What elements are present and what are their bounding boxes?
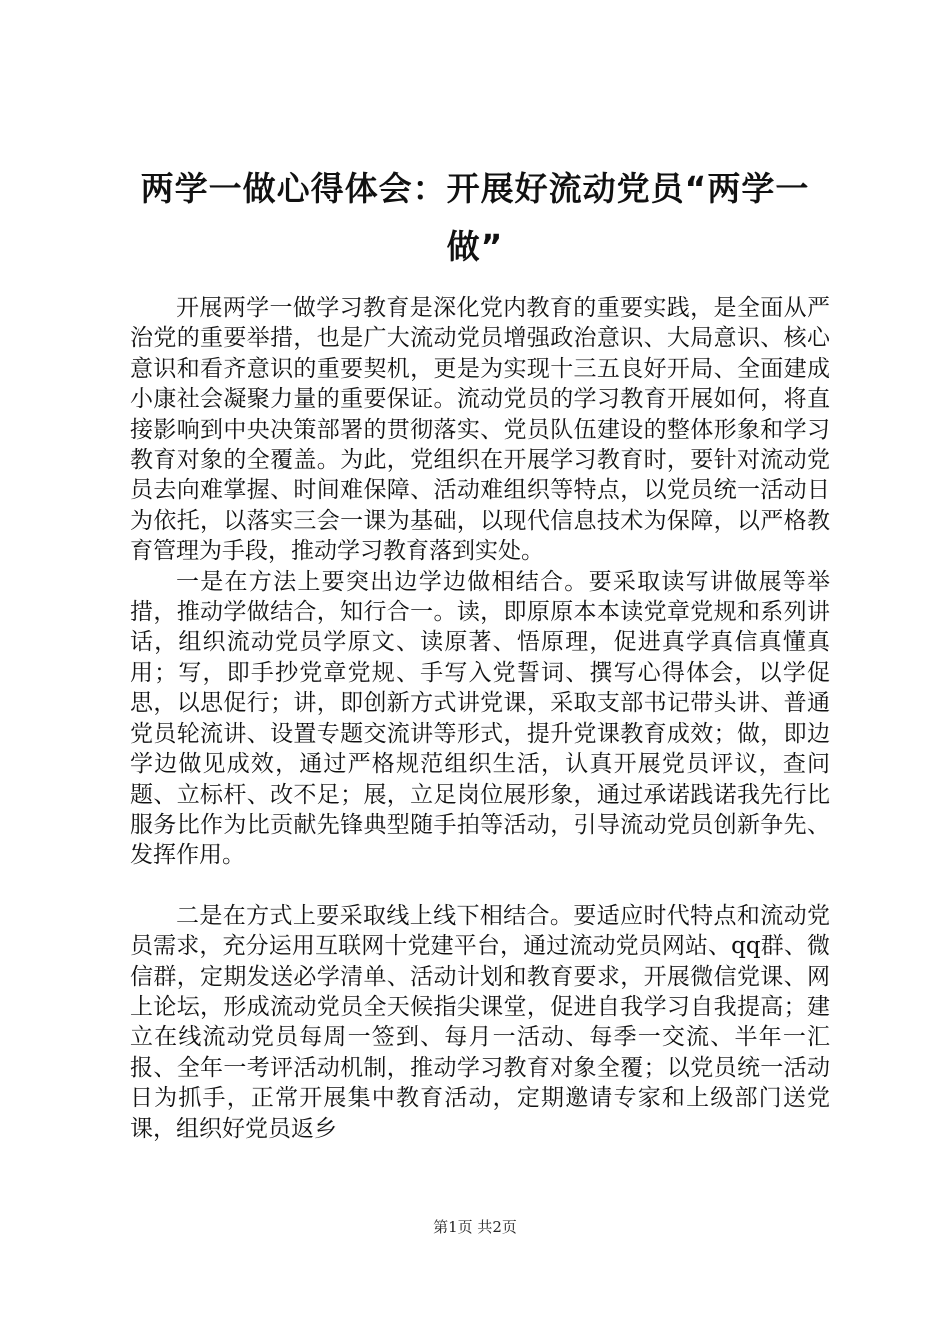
page-number: 第1页 共2页 [433, 1218, 517, 1236]
paragraph-mode: 二是在方式上要采取线上线下相结合。要适应时代特点和流动党员需求，充分运用互联网十党建平台，通过流动党员网站、qq群、微信群，定期发送必学清单、活动计划和教育要求，开展微信党课、网上论坛，形成流动党员全天候指尖课堂，促进自我学习自我提高；建立在线流动党员每周一签到、每月一活动、每季一交流、半年一汇报、全年一考评活动机制，推动学习教育对象全覆；以党员统一活动日为抓手，正常开展集中教育活动，定期邀请专家和上级部门送党课，组织好党员返乡 [130, 902, 830, 1142]
document-title: 两学一做心得体会：开展好流动党员“两学一做” [140, 169, 810, 266]
paragraph-intro: 开展两学一做学习教育是深化党内教育的重要实践，是全面从严治党的重要举措，也是广大流动党员增强政治意识、大局意识、核心意识和看齐意识的重要契机，更是为实现十三五良好开局、全面建成小康社会凝聚力量的重要保证。流动党员的学习教育开展如何，将直接影响到中央决策部署的贯彻落实、党员队伍建设的整体形象和学习教育对象的全覆盖。为此，党组织在开展学习教育时，要针对流动党员去向难掌握、时间难保障、活动难组织等特点，以党员统一活动日为依托，以落实三会一课为基础，以现代信息技术为保障，以严格教育管理为手段，推动学习教育落到实处。 [130, 295, 830, 565]
paragraph-method: 一是在方法上要突出边学边做相结合。要采取读写讲做展等举措，推动学做结合，知行合一。读，即原原本本读党章党规和系列讲话，组织流动党员学原文、读原著、悟原理，促进真学真信真懂真用；写，即手抄党章党规、手写入党誓词、撰写心得体会，以学促思，以思促行；讲，即创新方式讲党课，采取支部书记带头讲、普通党员轮流讲、设置专题交流讲等形式，提升党课教育成效；做，即边学边做见成效，通过严格规范组织生活，认真开展党员评议，查问题、立标杆、改不足；展，立足岗位展形象，通过承诺践诺我先行比服务比作为比贡献先锋典型随手拍等活动，引导流动党员创新争先、发挥作用。 [130, 568, 830, 869]
document-body [130, 293, 830, 1144]
